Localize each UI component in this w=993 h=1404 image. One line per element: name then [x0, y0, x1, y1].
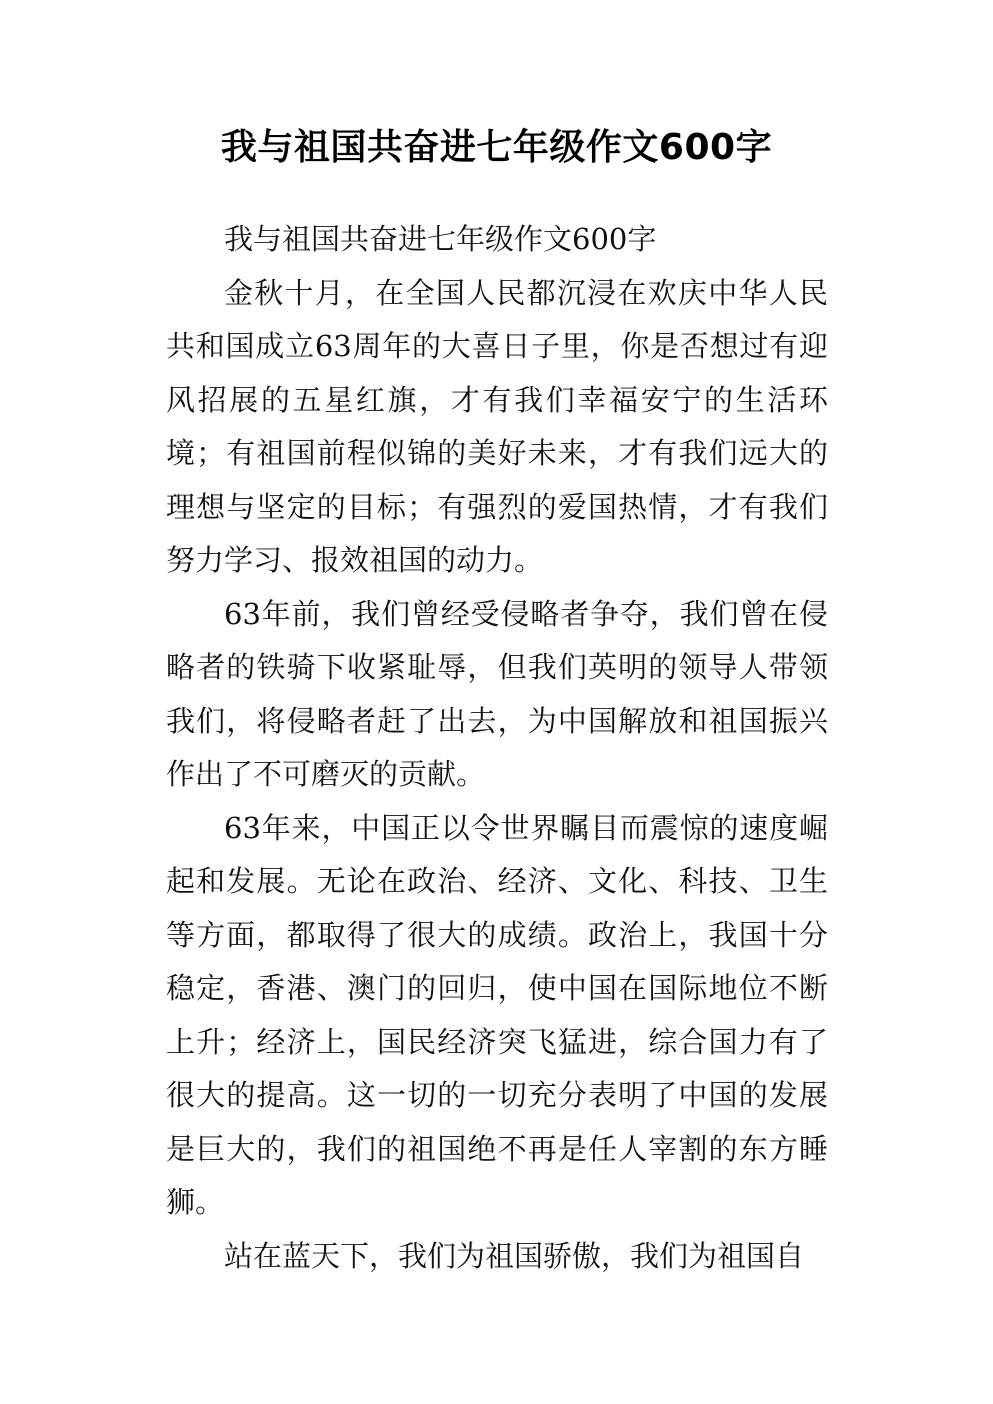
document-title: 我与祖国共奋进七年级作文600字 [220, 127, 773, 168]
paragraph-3: 63年来，中国正以令世界瞩目而震惊的速度崛起和发展。无论在政治、经济、文化、科技、卫生等方面，都取得了很大的成绩。政治上，我国十分稳定，香港、澳门的回归，使中国在国际地位不断上升；经济上，国民经济突飞猛进，综合国力有了很大的提高。这一切的一切充分表明了中国的发展是巨大的，我们的祖国绝不再是任人宰割的东方睡狮。 [166, 810, 828, 1219]
paragraph-subtitle: 我与祖国共奋进七年级作文600字 [224, 222, 657, 256]
paragraph-4: 站在蓝天下，我们为祖国骄傲，我们为祖国自 [224, 1238, 805, 1273]
paragraph-1: 金秋十月，在全国人民都沉浸在欢庆中华人民共和国成立63周年的大喜日子里，你是否想过有迎风招展的五星红旗，才有我们幸福安宁的生活环境；有祖国前程似锦的美好未来，才有我们远大的理想与坚定的目标；有强烈的爱国热情，才有我们努力学习、报效祖国的动力。 [166, 275, 828, 577]
paragraph-2: 63年前，我们曾经受侵略者争夺，我们曾在侵略者的铁骑下收紧耻辱，但我们英明的领导人带领我们，将侵略者赶了出去，为中国解放和祖国振兴作出了不可磨灭的贡献。 [166, 596, 828, 791]
document-body [166, 213, 828, 1283]
